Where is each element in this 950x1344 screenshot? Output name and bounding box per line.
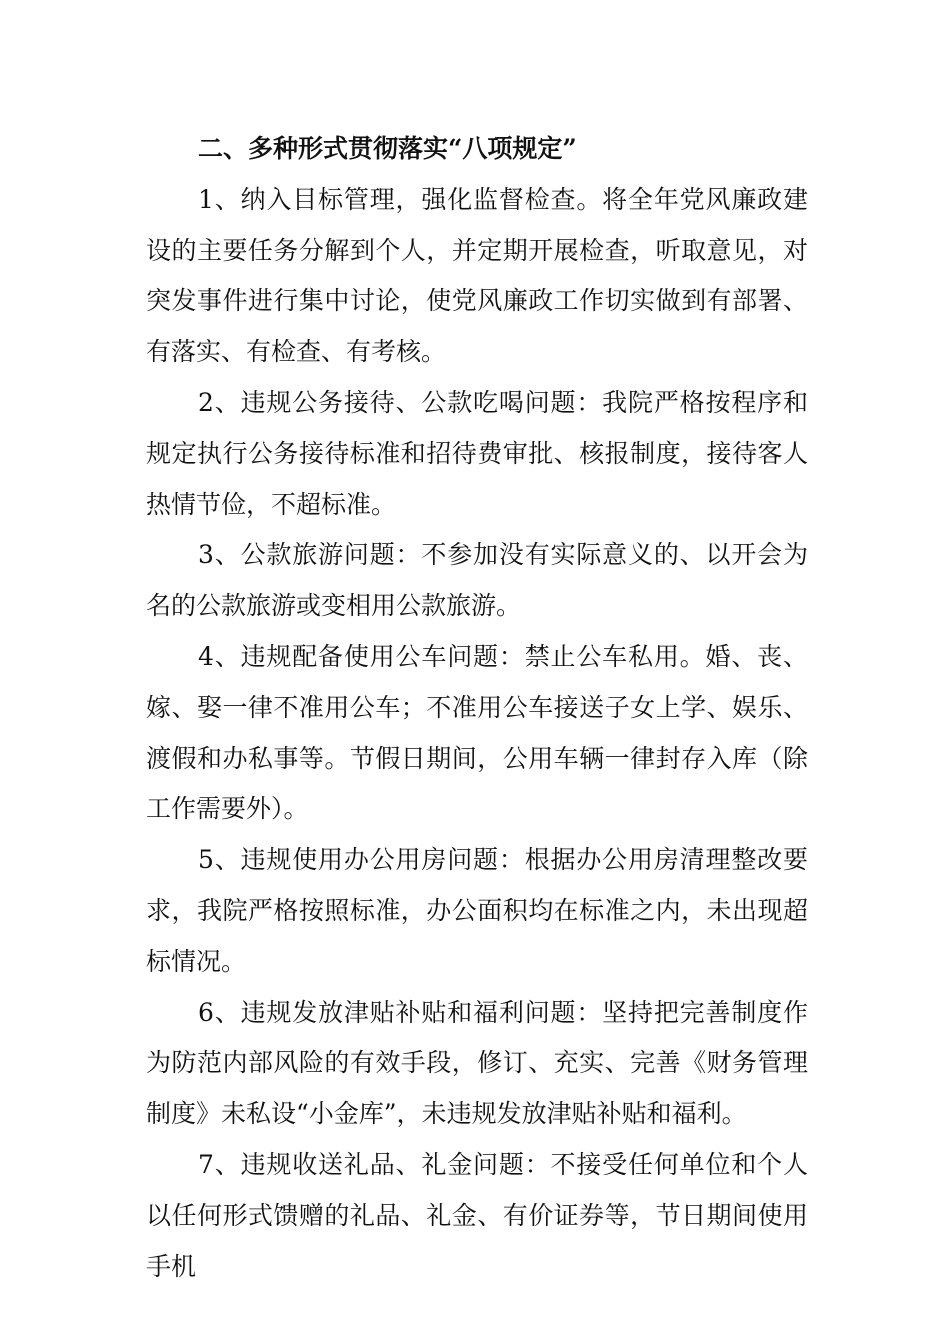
paragraph-5: 5、违规使用办公用房问题：根据办公用房清理整改要求，我院严格按照标准，办公面积均在标准之内，未出现超标情况。 <box>146 845 808 976</box>
paragraph-1: 1、纳入目标管理，强化监督检查。将全年党风廉政建设的主要任务分解到个人，并定期开展检查，听取意见，对突发事件进行集中讨论，使党风廉政工作切实做到有部署、有落实、有检查、有考核。 <box>146 184 808 367</box>
paragraph-3: 3、公款旅游问题：不参加没有实际意义的、以开会为名的公款旅游或变相用公款旅游。 <box>146 540 808 621</box>
paragraph-6: 6、违规发放津贴补贴和福利问题：坚持把完善制度作为防范内部风险的有效手段，修订、充实、完善《财务管理制度》未私设“小金库”，未违规发放津贴补贴和福利。 <box>146 997 808 1129</box>
paragraph-4: 4、违规配备使用公车问题：禁止公车私用。婚、丧、嫁、娶一律不准用公车；不准用公车接送子女上学、娱乐、渡假和办私事等。节假日期间，公用车辆一律封存入库（除工作需要外）。 <box>146 641 808 824</box>
paragraph-7: 7、违规收送礼品、礼金问题：不接受任何单位和个人以任何形式馈赠的礼品、礼金、有价证券等，节日期间使用手机 <box>146 1149 808 1281</box>
document-body <box>146 124 808 1292</box>
section-heading: 二、多种形式贯彻落实“八项规定” <box>198 134 577 163</box>
paragraph-2: 2、违规公务接待、公款吃喝问题：我院严格按程序和规定执行公务接待标准和招待费审批、核报制度，接待客人热情节俭，不超标准。 <box>146 387 808 519</box>
